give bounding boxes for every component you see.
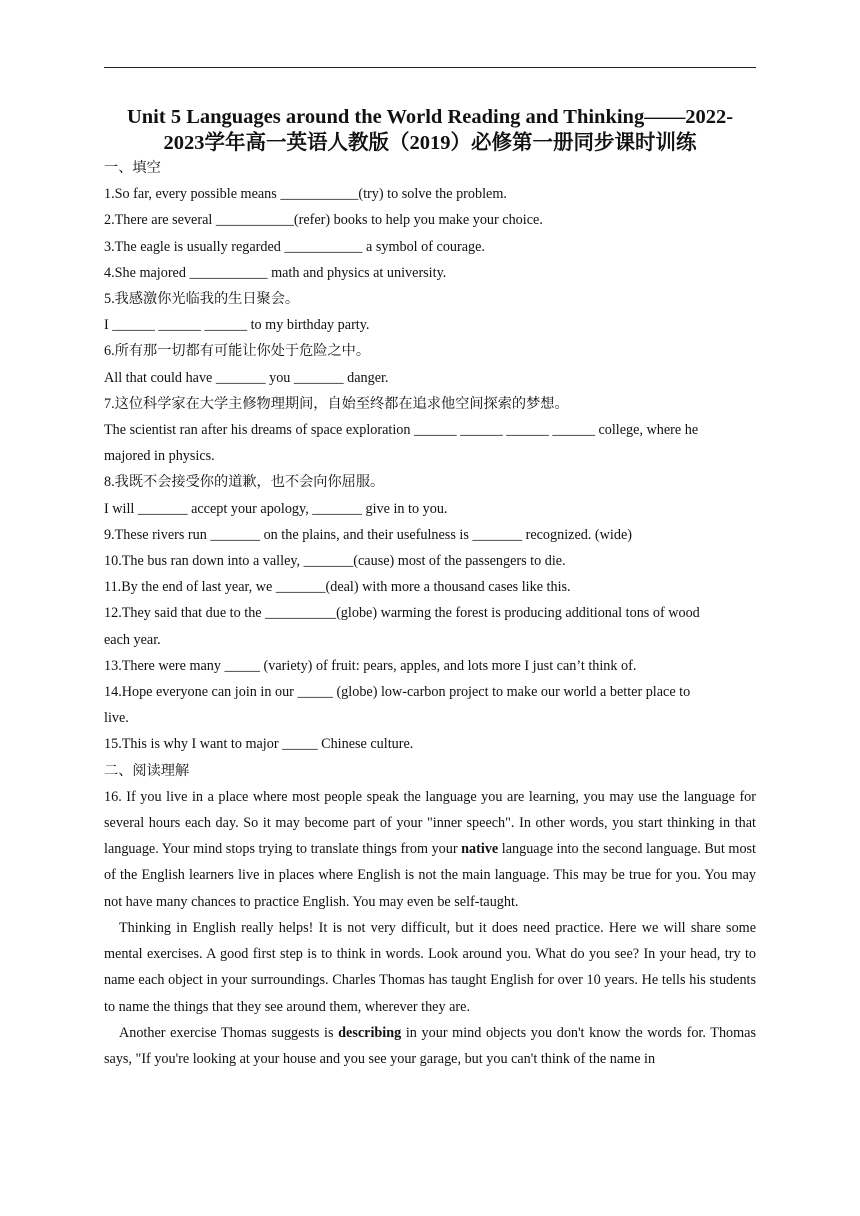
header-rule <box>104 67 756 68</box>
passage-paragraph-1 <box>104 784 756 915</box>
section-heading-reading: 二、阅读理解 <box>104 762 190 779</box>
exercise-line: each year. <box>104 631 161 648</box>
exercise-line: 9.These rivers run _______ on the plains, and their usefulness is _______ recognized. (wide) <box>104 526 632 543</box>
exercise-line: 2.There are several ___________(refer) books to help you make your choice. <box>104 212 543 229</box>
exercise-line: The scientist ran after his dreams of space exploration ______ ______ ______ ______ college, where he <box>104 422 699 439</box>
exercise-line: 10.The bus ran down into a valley, _______(cause) most of the passengers to die. <box>104 553 566 570</box>
exercise-line: live. <box>104 710 129 727</box>
passage-bold-word: native <box>461 841 499 858</box>
exercise-line: 8.我既不会接受你的道歉，也不会向你屈服。 <box>104 474 385 491</box>
exercise-line: 12.They said that due to the __________(globe) warming the forest is producing additional tons of wood <box>104 605 700 622</box>
exercise-line: 11.By the end of last year, we _______(deal) with more a thousand cases like this. <box>104 579 571 596</box>
passage-paragraph-3 <box>104 1020 756 1072</box>
page-title <box>96 104 764 156</box>
exercise-line: 3.The eagle is usually regarded ___________ a symbol of courage. <box>104 238 485 255</box>
exercise-line: All that could have _______ you _______ danger. <box>104 369 389 386</box>
passage-text: in your mind objects you don't know the words for. Thomas says, "If you're looking at your house and you see your garage, but you can't think of the name in <box>104 1024 756 1067</box>
passage-text: 16. If you live in a place where most people speak the language you are learning, you may use the language for several hours each day. So it may become part of your "inner speech". In other words, you start thinking in that language. Your mind stops trying to translate things from your <box>104 788 756 858</box>
exercise-line: 15.This is why I want to major _____ Chinese culture. <box>104 736 414 753</box>
exercise-line: majored in physics. <box>104 448 215 465</box>
title-line-1: Unit 5 Languages around the World Reading and Thinking——2022- <box>126 106 734 128</box>
exercise-line: I will _______ accept your apology, _______ give in to you. <box>104 500 448 517</box>
section-heading-fill-in: 一、填空 <box>104 160 161 176</box>
passage-bold-word: describing <box>338 1024 402 1041</box>
exercise-line: 1.So far, every possible means ___________(try) to solve the problem. <box>104 186 507 203</box>
exercise-line: 14.Hope everyone can join in our _____ (globe) low-carbon project to make our world a better place to <box>104 684 691 701</box>
exercise-line: 4.She majored ___________ math and physics at university. <box>104 264 447 281</box>
exercise-line: 5.我感激你光临我的生日聚会。 <box>104 291 300 308</box>
exercise-line: 13.There were many _____ (variety) of fruit: pears, apples, and lots more I just can’t think of. <box>104 657 637 674</box>
passage-text: language into the second language. But most of the English learners live in places where English is not the main language. This may be true for you. You may not have many chances to practice English. You may even be self-taught. <box>104 841 756 910</box>
exercise-line: I ______ ______ ______ to my birthday party. <box>104 317 370 334</box>
document-body <box>104 155 756 1072</box>
exercise-line: 7.这位科学家在大学主修物理期间，自始至终都在追求他空间探索的梦想。 <box>104 395 569 412</box>
title-line-2: 2023学年高一英语人教版（2019）必修第一册同步课时训练 <box>163 132 697 154</box>
passage-text: Another exercise Thomas suggests is <box>119 1024 339 1041</box>
passage-paragraph-2: Thinking in English really helps! It is not very difficult, but it does need practice. Here we will share some mental exercises. A good first step is to think in words. Look around you. What do you see? In your head, try to name each object in your surroundings. Charles Thomas has taught English for over 10 years. He tells his students to name the things that they see around them, wherever they are. <box>104 919 756 1015</box>
exercise-line: 6.所有那一切都有可能让你处于危险之中。 <box>104 343 371 360</box>
